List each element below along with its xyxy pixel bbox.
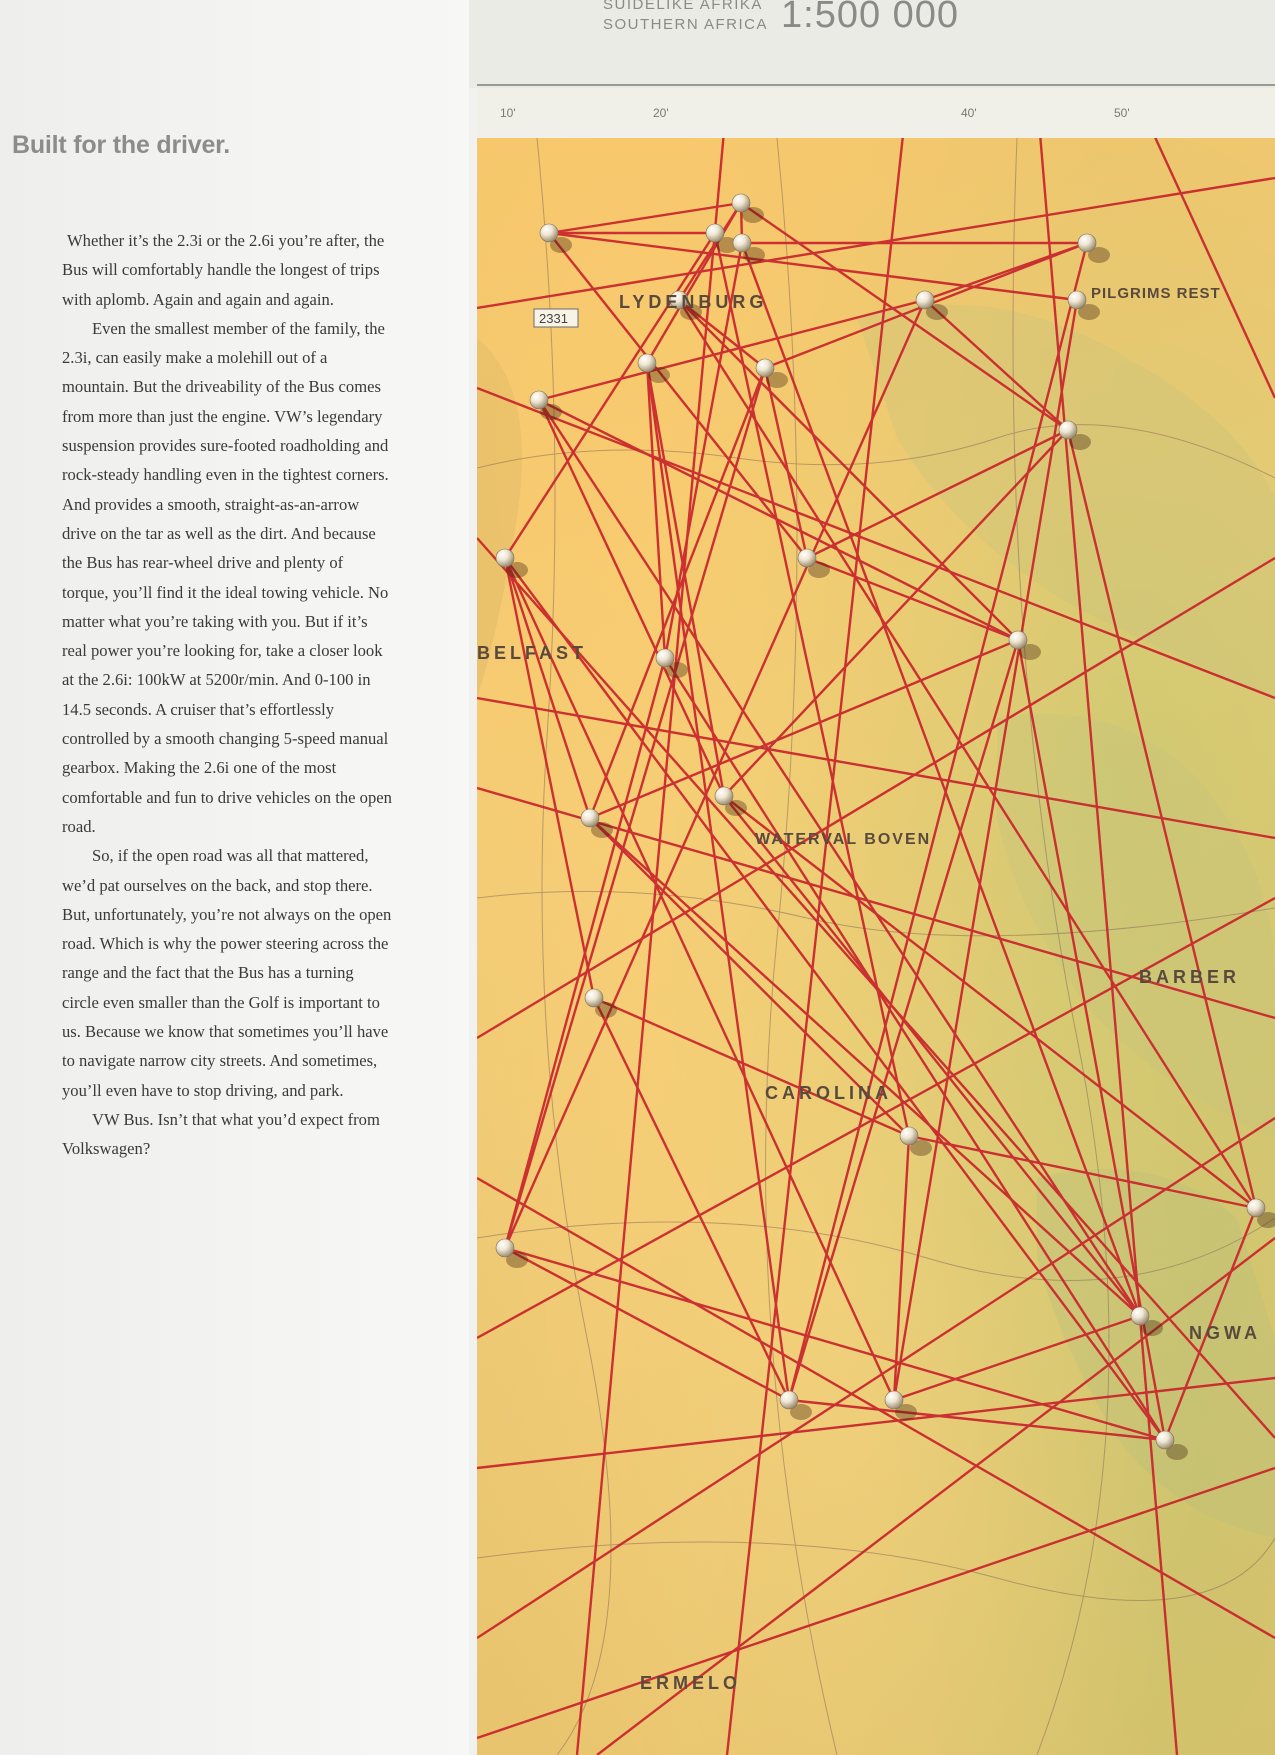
map-pin bbox=[780, 1391, 798, 1409]
map-pin bbox=[1059, 421, 1077, 439]
map-pin bbox=[496, 1239, 514, 1257]
map-pin bbox=[1247, 1199, 1265, 1217]
copy-panel bbox=[0, 0, 469, 1755]
thread-line bbox=[505, 558, 594, 998]
map-pin bbox=[656, 649, 674, 667]
map-pin bbox=[530, 391, 548, 409]
map-header bbox=[469, 0, 1275, 88]
route-number-badge bbox=[534, 309, 578, 327]
map-photo bbox=[469, 0, 1275, 1755]
map-pin bbox=[638, 354, 656, 372]
map-pin bbox=[496, 549, 514, 567]
thread-line bbox=[505, 558, 590, 818]
headline: Built for the driver. bbox=[12, 131, 231, 159]
body-paragraph-1: Whether it’s the 2.3i or the 2.6i you’re after, the Bus will comfortably handle the longest of trips with aplomb. Again and again and again. bbox=[62, 231, 385, 309]
thread-line bbox=[477, 1468, 1275, 1738]
map-threads-and-pins bbox=[477, 138, 1275, 1755]
place-barber: BARBER bbox=[1139, 967, 1241, 987]
thread-line bbox=[1137, 138, 1275, 398]
map-pin bbox=[1131, 1307, 1149, 1325]
map-title-afrikaans: SUIDELIKE AFRIKA bbox=[603, 0, 763, 13]
place-lydenburg: LYDENBURG bbox=[619, 292, 768, 312]
map-title-english: SOUTHERN AFRICA bbox=[603, 16, 769, 33]
place-waterval-boven: WATERVAL BOVEN bbox=[755, 831, 932, 848]
ruler-label: 20' bbox=[653, 106, 669, 120]
place-ngwa: NGWA bbox=[1189, 1323, 1261, 1343]
map-pin bbox=[885, 1391, 903, 1409]
ruler-label: 50' bbox=[1114, 106, 1130, 120]
thread-line bbox=[505, 558, 894, 1400]
body-paragraph-3: So, if the open road was all that mattered, we’d pat ourselves on the back, and stop there. But, unfortunately, you’re not always on the open road. Which is why the power steering across the range and the fact that the Bus has a turning circle even smaller than the Golf is important to us. Because we know that sometimes you’ll have to navigate narrow city streets. And sometimes, you’ll even have to stop driving, and park. bbox=[62, 846, 392, 1100]
map-pin bbox=[1009, 631, 1027, 649]
ruler-label: 10' bbox=[500, 106, 516, 120]
thread-line bbox=[505, 558, 1165, 1440]
thread-line bbox=[807, 558, 1018, 640]
body-paragraph-2: Even the smallest member of the family, the 2.3i, can easily make a molehill out of a mountain. But the driveability of the Bus comes from more than just the engine. VW’s legendary suspension provides sure-footed roadholding and rock-steady handling even in the tightest corners. And provides a smooth, straight-as-an-arrow drive on the tar as well as the dirt. And because the Bus has rear-wheel drive and plenty of torque, you’ll find it the ideal towing vehicle. No matter what you’re taking with you. But if it’s real power you’re looking for, take a closer look at the 2.6i: 100kW at 5200r/min. And 0-100 in 14.5 seconds. A cruiser that’s effortlessly controlled by a smooth changing 5-speed manual gearbox. Making the 2.6i one of the most comfortable and fun to drive vehicles on the open road. bbox=[62, 318, 392, 836]
map-pin bbox=[1068, 291, 1086, 309]
thread-line bbox=[765, 368, 807, 558]
body-paragraph-4: VW Bus. Isn’t that what you’d expect from Volkswagen? bbox=[62, 1109, 380, 1159]
map-ruler bbox=[477, 88, 1275, 138]
thread-line bbox=[549, 233, 807, 558]
place-carolina: CAROLINA bbox=[765, 1083, 892, 1103]
place-pilgrims-rest: PILGRIMS REST bbox=[1091, 285, 1221, 302]
thread-line bbox=[505, 658, 665, 1248]
map-pin bbox=[1156, 1431, 1174, 1449]
place-ermelo: ERMELO bbox=[640, 1673, 742, 1693]
thread-line bbox=[505, 1248, 789, 1400]
map-pin bbox=[585, 989, 603, 1007]
map-header-rule bbox=[477, 84, 1275, 86]
map-pin bbox=[540, 224, 558, 242]
body-copy bbox=[62, 226, 392, 1164]
ruler-label: 40' bbox=[961, 106, 977, 120]
map-scale: 1:500 000 bbox=[781, 0, 960, 36]
route-number-text: 2331 bbox=[539, 311, 568, 326]
map-pin bbox=[706, 224, 724, 242]
map-pin bbox=[581, 809, 599, 827]
map-pin bbox=[715, 787, 733, 805]
map-pin bbox=[733, 234, 751, 252]
map-pin bbox=[756, 359, 774, 377]
map-pin bbox=[732, 194, 750, 212]
place-belfast: BELFAST bbox=[477, 643, 588, 663]
map-pin bbox=[1078, 234, 1096, 252]
map-pin bbox=[916, 291, 934, 309]
map-body bbox=[477, 138, 1275, 1755]
map-pin bbox=[900, 1127, 918, 1145]
map-pin bbox=[798, 549, 816, 567]
